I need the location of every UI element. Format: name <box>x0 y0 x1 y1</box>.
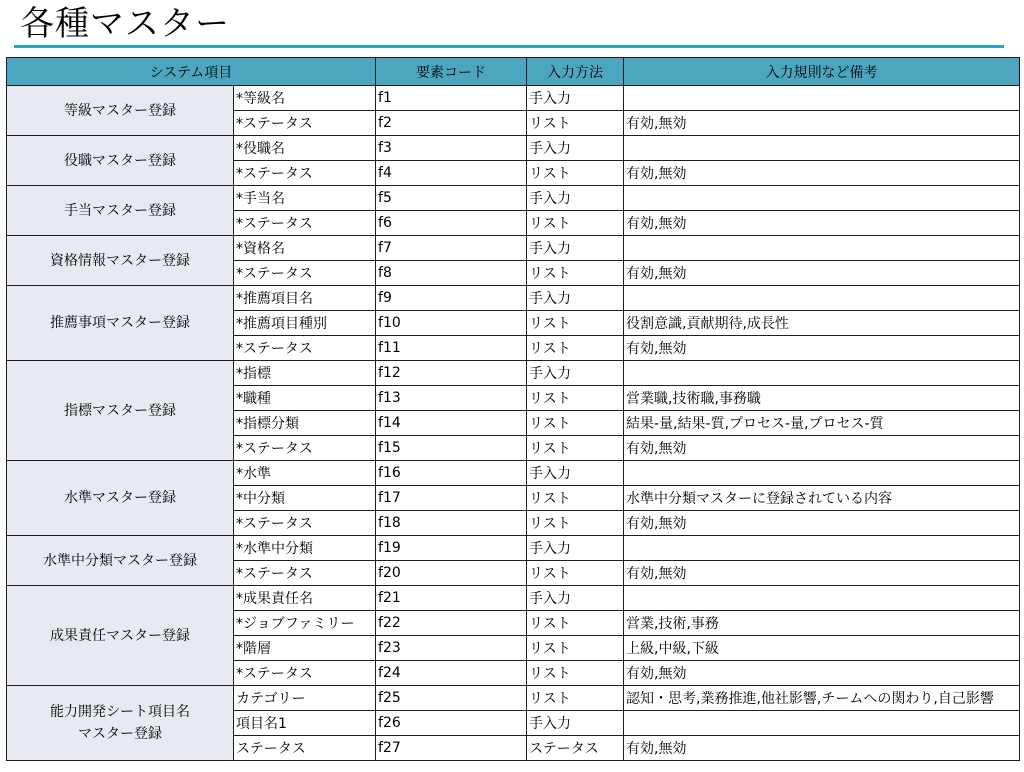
table-row <box>7 536 1020 561</box>
method-cell: リスト <box>527 386 624 411</box>
table-row <box>7 186 1020 211</box>
item-cell: *ステータス <box>234 261 376 286</box>
code-cell: f7 <box>376 236 527 261</box>
table-row <box>7 686 1020 711</box>
table-row <box>7 461 1020 486</box>
note-cell: 認知・思考,業務推進,他社影響,チームへの関わり,自己影響 <box>624 686 1020 711</box>
note-cell: 有効,無効 <box>624 736 1020 761</box>
method-cell: 手入力 <box>527 536 624 561</box>
item-cell: *指標分類 <box>234 411 376 436</box>
method-cell: リスト <box>527 211 624 236</box>
note-cell: 営業,技術,事務 <box>624 611 1020 636</box>
item-cell: *手当名 <box>234 186 376 211</box>
item-cell: *階層 <box>234 636 376 661</box>
code-cell: f25 <box>376 686 527 711</box>
note-cell: 有効,無効 <box>624 561 1020 586</box>
table-row <box>7 286 1020 311</box>
group-name-cell: 水準中分類マスター登録 <box>7 536 234 586</box>
method-cell: リスト <box>527 261 624 286</box>
code-cell: f24 <box>376 661 527 686</box>
note-cell <box>624 536 1020 561</box>
code-cell: f12 <box>376 361 527 386</box>
note-cell: 有効,無効 <box>624 111 1020 136</box>
method-cell: 手入力 <box>527 136 624 161</box>
method-cell: リスト <box>527 511 624 536</box>
note-cell <box>624 361 1020 386</box>
item-cell: *ステータス <box>234 161 376 186</box>
item-cell: *推薦項目名 <box>234 286 376 311</box>
method-cell: リスト <box>527 661 624 686</box>
item-cell: *水準中分類 <box>234 536 376 561</box>
item-cell: *ステータス <box>234 511 376 536</box>
item-cell: *ステータス <box>234 436 376 461</box>
item-cell: *ステータス <box>234 111 376 136</box>
note-cell <box>624 711 1020 736</box>
note-cell <box>624 236 1020 261</box>
header-notes: 入力規則など備考 <box>624 58 1020 86</box>
note-cell: 有効,無効 <box>624 261 1020 286</box>
method-cell: リスト <box>527 561 624 586</box>
code-cell: f3 <box>376 136 527 161</box>
note-cell: 有効,無効 <box>624 436 1020 461</box>
code-cell: f10 <box>376 311 527 336</box>
item-cell: *成果責任名 <box>234 586 376 611</box>
note-cell: 有効,無効 <box>624 661 1020 686</box>
group-name-cell: 資格情報マスター登録 <box>7 236 234 286</box>
item-cell: *ステータス <box>234 561 376 586</box>
group-name-cell <box>7 686 234 761</box>
item-cell: *資格名 <box>234 236 376 261</box>
code-cell: f18 <box>376 511 527 536</box>
code-cell: f15 <box>376 436 527 461</box>
method-cell: 手入力 <box>527 286 624 311</box>
item-cell: ステータス <box>234 736 376 761</box>
note-cell <box>624 586 1020 611</box>
code-cell: f20 <box>376 561 527 586</box>
header-element-code: 要素コード <box>376 58 527 86</box>
code-cell: f14 <box>376 411 527 436</box>
note-cell: 有効,無効 <box>624 336 1020 361</box>
code-cell: f22 <box>376 611 527 636</box>
table-row <box>7 361 1020 386</box>
group-name-cell: 等級マスター登録 <box>7 86 234 136</box>
item-cell: カテゴリー <box>234 686 376 711</box>
item-cell: *ステータス <box>234 661 376 686</box>
note-cell: 有効,無効 <box>624 511 1020 536</box>
note-cell: 結果-量,結果-質,プロセス-量,プロセス-質 <box>624 411 1020 436</box>
table-row <box>7 236 1020 261</box>
master-table <box>6 57 1020 761</box>
page-title: 各種マスター <box>20 4 230 44</box>
item-cell: *役職名 <box>234 136 376 161</box>
item-cell: *ステータス <box>234 211 376 236</box>
note-cell <box>624 461 1020 486</box>
item-cell: 項目名1 <box>234 711 376 736</box>
method-cell: 手入力 <box>527 236 624 261</box>
code-cell: f1 <box>376 86 527 111</box>
method-cell: リスト <box>527 161 624 186</box>
group-name-cell: 役職マスター登録 <box>7 136 234 186</box>
code-cell: f13 <box>376 386 527 411</box>
code-cell: f21 <box>376 586 527 611</box>
item-cell: *推薦項目種別 <box>234 311 376 336</box>
note-cell <box>624 286 1020 311</box>
method-cell: リスト <box>527 686 624 711</box>
code-cell: f16 <box>376 461 527 486</box>
item-cell: *ジョブファミリー <box>234 611 376 636</box>
header-system-item: システム項目 <box>7 58 376 86</box>
method-cell: ステータス <box>527 736 624 761</box>
method-cell: 手入力 <box>527 586 624 611</box>
code-cell: f26 <box>376 711 527 736</box>
note-cell: 役割意識,貢献期待,成長性 <box>624 311 1020 336</box>
table-row <box>7 136 1020 161</box>
code-cell: f2 <box>376 111 527 136</box>
item-cell: *職種 <box>234 386 376 411</box>
note-cell <box>624 136 1020 161</box>
group-name-cell: 推薦事項マスター登録 <box>7 286 234 361</box>
group-name-cell: 成果責任マスター登録 <box>7 586 234 686</box>
method-cell: 手入力 <box>527 361 624 386</box>
code-cell: f23 <box>376 636 527 661</box>
note-cell <box>624 86 1020 111</box>
code-cell: f5 <box>376 186 527 211</box>
code-cell: f9 <box>376 286 527 311</box>
code-cell: f19 <box>376 536 527 561</box>
note-cell: 水準中分類マスターに登録されている内容 <box>624 486 1020 511</box>
code-cell: f11 <box>376 336 527 361</box>
item-cell: *指標 <box>234 361 376 386</box>
item-cell: *ステータス <box>234 336 376 361</box>
code-cell: f4 <box>376 161 527 186</box>
method-cell: 手入力 <box>527 86 624 111</box>
method-cell: リスト <box>527 636 624 661</box>
item-cell: *中分類 <box>234 486 376 511</box>
method-cell: リスト <box>527 436 624 461</box>
table-row <box>7 86 1020 111</box>
group-name-cell: 指標マスター登録 <box>7 361 234 461</box>
group-name-cell: 手当マスター登録 <box>7 186 234 236</box>
method-cell: リスト <box>527 111 624 136</box>
method-cell: リスト <box>527 611 624 636</box>
header-input-method: 入力方法 <box>527 58 624 86</box>
group-name-line: マスター登録 <box>78 726 162 742</box>
table-row <box>7 586 1020 611</box>
code-cell: f27 <box>376 736 527 761</box>
method-cell: リスト <box>527 486 624 511</box>
note-cell: 有効,無効 <box>624 211 1020 236</box>
title-underline <box>14 45 1004 48</box>
group-name-cell: 水準マスター登録 <box>7 461 234 536</box>
group-name-line: 能力開発シート項目名 <box>50 704 190 720</box>
method-cell: リスト <box>527 336 624 361</box>
method-cell: 手入力 <box>527 461 624 486</box>
note-cell: 有効,無効 <box>624 161 1020 186</box>
code-cell: f6 <box>376 211 527 236</box>
code-cell: f8 <box>376 261 527 286</box>
note-cell: 上級,中級,下級 <box>624 636 1020 661</box>
table-header-row <box>7 58 1020 86</box>
method-cell: 手入力 <box>527 711 624 736</box>
item-cell: *等級名 <box>234 86 376 111</box>
note-cell: 営業職,技術職,事務職 <box>624 386 1020 411</box>
method-cell: リスト <box>527 411 624 436</box>
code-cell: f17 <box>376 486 527 511</box>
note-cell <box>624 186 1020 211</box>
method-cell: リスト <box>527 311 624 336</box>
method-cell: 手入力 <box>527 186 624 211</box>
item-cell: *水準 <box>234 461 376 486</box>
